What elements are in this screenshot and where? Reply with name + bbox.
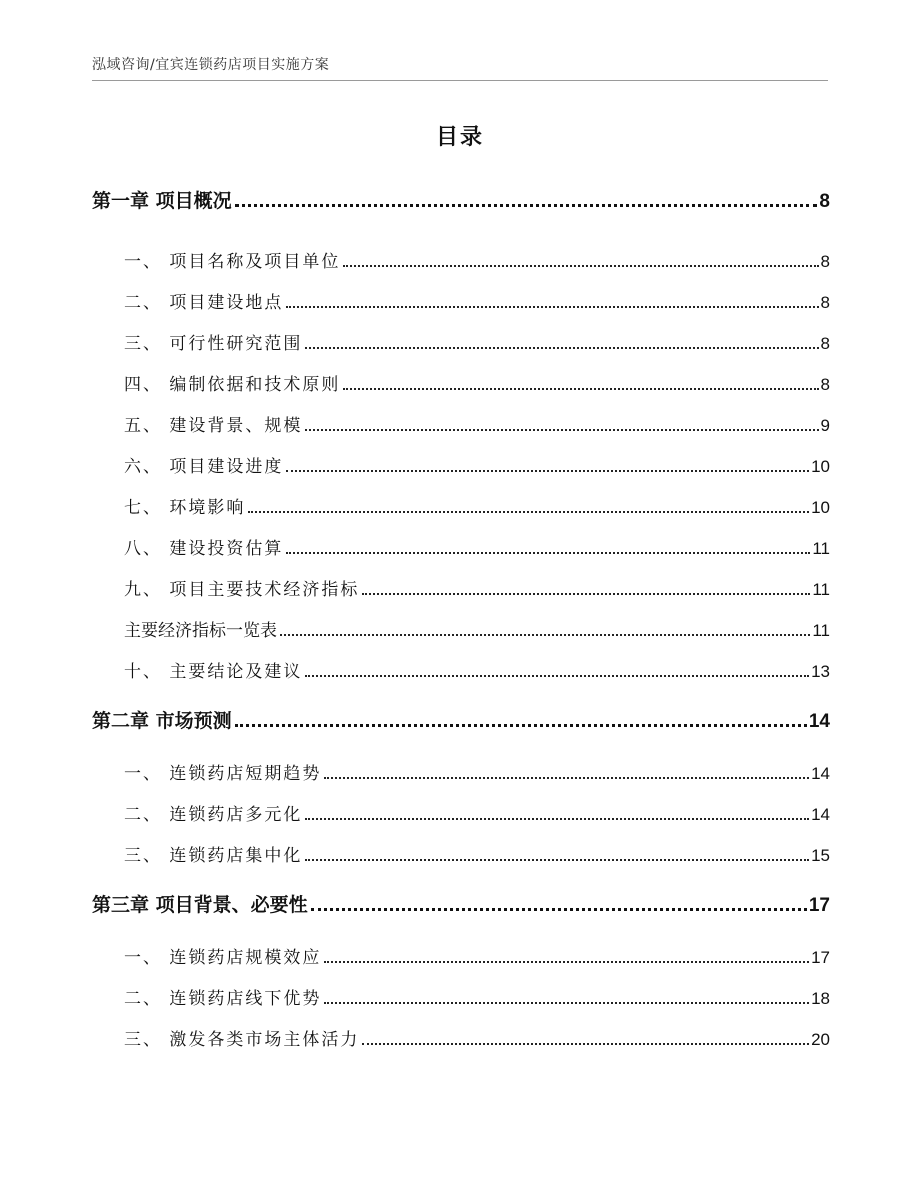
toc-chapter-1[interactable] bbox=[92, 186, 830, 213]
toc-page-number: 11 bbox=[812, 580, 830, 599]
toc-page-number: 13 bbox=[811, 662, 830, 681]
toc-entry-label: 第三章 项目背景、必要性 bbox=[92, 894, 308, 916]
toc-section[interactable] bbox=[92, 759, 830, 784]
toc-entry-label: 三、 连锁药店集中化 bbox=[124, 846, 303, 866]
toc-section[interactable] bbox=[92, 452, 830, 477]
toc-section[interactable] bbox=[92, 800, 830, 825]
toc-page-number: 10 bbox=[811, 457, 830, 476]
toc-entry-label: 四、 编制依据和技术原则 bbox=[124, 375, 341, 395]
dot-leader bbox=[324, 1002, 809, 1004]
toc-section[interactable] bbox=[92, 657, 830, 682]
toc-entry-label: 二、 项目建设地点 bbox=[124, 293, 284, 313]
toc-entry-label: 十、 主要结论及建议 bbox=[124, 662, 303, 682]
toc-entry-label: 二、 连锁药店多元化 bbox=[124, 805, 303, 825]
dot-leader bbox=[286, 470, 809, 472]
toc-entry-label: 六、 项目建设进度 bbox=[124, 457, 284, 477]
toc-page-number: 10 bbox=[811, 498, 830, 517]
toc-page-number: 8 bbox=[820, 375, 830, 394]
toc-page-number: 11 bbox=[812, 621, 830, 640]
dot-leader bbox=[311, 908, 807, 911]
dot-leader bbox=[343, 388, 818, 390]
toc-page-number: 18 bbox=[811, 989, 830, 1008]
toc-entry-label: 一、 连锁药店规模效应 bbox=[124, 948, 322, 968]
toc-entry-label: 五、 建设背景、规模 bbox=[124, 416, 303, 436]
toc-section[interactable] bbox=[92, 493, 830, 518]
dot-leader bbox=[286, 306, 818, 308]
toc-entry-label: 八、 建设投资估算 bbox=[124, 539, 284, 559]
toc-page-number: 11 bbox=[812, 539, 830, 558]
dot-leader bbox=[305, 859, 809, 861]
toc-page-number: 14 bbox=[808, 711, 830, 732]
toc-page-number: 8 bbox=[820, 293, 830, 312]
toc-page-number: 8 bbox=[819, 191, 830, 212]
dot-leader bbox=[305, 347, 818, 349]
dot-leader bbox=[235, 724, 807, 727]
toc-entry-label: 第二章 市场预测 bbox=[92, 710, 232, 732]
running-header: 泓域咨询/宜宾连锁药店项目实施方案 bbox=[92, 57, 330, 73]
dot-leader bbox=[362, 593, 810, 595]
toc-chapter-2[interactable] bbox=[92, 706, 830, 733]
toc-section[interactable] bbox=[92, 984, 830, 1009]
toc-page-number: 17 bbox=[811, 948, 830, 967]
toc-entry-label: 二、 连锁药店线下优势 bbox=[124, 989, 322, 1009]
dot-leader bbox=[305, 675, 809, 677]
dot-leader bbox=[305, 429, 818, 431]
dot-leader bbox=[343, 265, 818, 267]
toc-page-number: 20 bbox=[811, 1030, 830, 1049]
toc-section[interactable] bbox=[92, 841, 830, 866]
toc-page-number: 15 bbox=[811, 846, 830, 865]
dot-leader bbox=[305, 818, 809, 820]
toc-page-number: 14 bbox=[811, 805, 830, 824]
toc-page-number: 8 bbox=[820, 252, 830, 271]
dot-leader bbox=[235, 204, 818, 207]
toc-entry-label: 七、 环境影响 bbox=[124, 498, 246, 518]
toc-entry-label: 三、 可行性研究范围 bbox=[124, 334, 303, 354]
toc-entry-label: 第一章 项目概况 bbox=[92, 190, 232, 212]
toc-title: 目录 bbox=[435, 125, 484, 150]
dot-leader bbox=[362, 1043, 809, 1045]
dot-leader bbox=[286, 552, 810, 554]
dot-leader bbox=[280, 634, 810, 636]
toc-section[interactable] bbox=[92, 1025, 830, 1050]
toc-page-number: 17 bbox=[808, 895, 830, 916]
dot-leader bbox=[248, 511, 809, 513]
toc-chapter-3[interactable] bbox=[92, 890, 830, 917]
toc-page-number: 9 bbox=[820, 416, 830, 435]
toc-section[interactable] bbox=[92, 247, 830, 272]
dot-leader bbox=[324, 961, 809, 963]
toc-section[interactable] bbox=[92, 616, 830, 641]
toc-section[interactable] bbox=[92, 370, 830, 395]
toc-section[interactable] bbox=[92, 288, 830, 313]
toc-entry-label: 三、 激发各类市场主体活力 bbox=[124, 1030, 360, 1050]
toc-page-number: 14 bbox=[811, 764, 830, 783]
toc-section[interactable] bbox=[92, 575, 830, 600]
toc-entry-label: 一、 项目名称及项目单位 bbox=[124, 252, 341, 272]
header-rule bbox=[92, 80, 828, 81]
toc-entry-label: 九、 项目主要技术经济指标 bbox=[124, 580, 360, 600]
dot-leader bbox=[324, 777, 809, 779]
toc-entry-label: 主要经济指标一览表 bbox=[124, 621, 277, 641]
toc-section[interactable] bbox=[92, 329, 830, 354]
toc-section[interactable] bbox=[92, 534, 830, 559]
toc-section[interactable] bbox=[92, 411, 830, 436]
toc-entry-label: 一、 连锁药店短期趋势 bbox=[124, 764, 322, 784]
toc-page-number: 8 bbox=[820, 334, 830, 353]
toc-section[interactable] bbox=[92, 943, 830, 968]
